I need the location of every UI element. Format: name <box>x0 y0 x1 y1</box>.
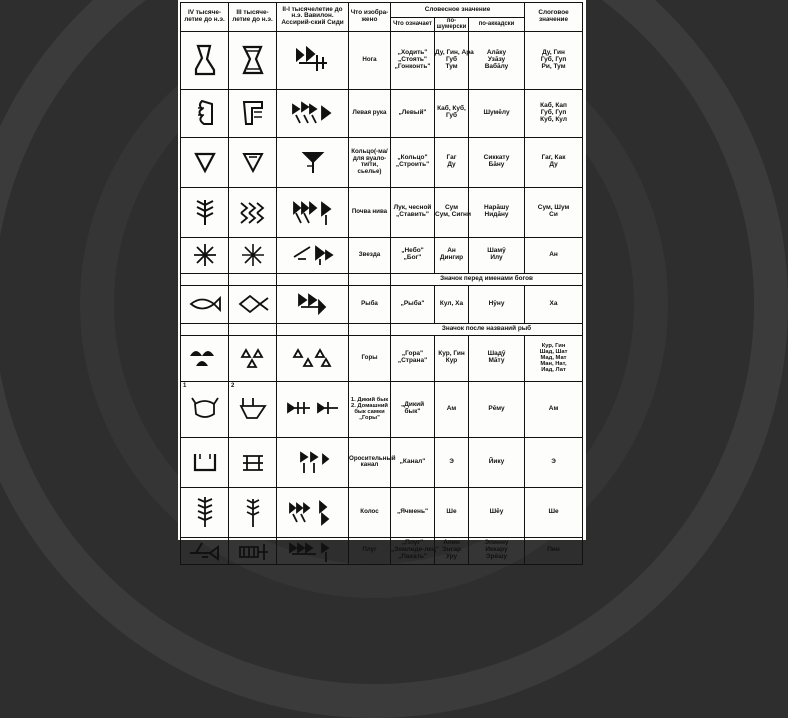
sumerian-cell: Гаг Ду <box>435 137 469 187</box>
akkadian-cell: Нарāшу Нидāну <box>469 187 525 237</box>
table-row <box>181 285 583 323</box>
sumerian-cell: Ан Дингир <box>435 237 469 273</box>
sumerian-cell: Э <box>435 437 469 487</box>
meaning-cell: „Рыба" <box>391 285 435 323</box>
sign-cuneiform <box>277 237 349 273</box>
sign-pictograph <box>181 187 229 237</box>
akkadian-cell: Нȳну <box>469 285 525 323</box>
sign-archaic <box>229 137 277 187</box>
header-depicted: Что изобра-жено <box>349 3 391 32</box>
depicted-label: 1. Дикий бык 2. Домашний бык самки „Горы" <box>349 381 391 437</box>
syllable-cell: Кур, Гин Шад, Шат Мад, Мат Ман, Нат, Иад, Лат <box>525 335 583 381</box>
sign-archaic <box>229 89 277 137</box>
syllable-cell: Ду, Гин Губ, Гуп Ри, Тум <box>525 31 583 89</box>
sign-archaic <box>229 437 277 487</box>
depicted-label: Оросительный канал <box>349 437 391 487</box>
header-akkadian: по-аккадски <box>469 18 525 32</box>
sign-cuneiform <box>277 89 349 137</box>
syllable-cell: Э <box>525 437 583 487</box>
sumerian-cell: Ше <box>435 487 469 537</box>
header-word-meaning: Словесное значение <box>391 3 525 18</box>
syllable-cell: Каб, Кап Губ, Гуп Куб, Кул <box>525 89 583 137</box>
depicted-label: Нога <box>349 31 391 89</box>
variant-number: 2 <box>231 382 235 389</box>
banner-determinative-fish: Значок после названий рыб <box>391 323 583 335</box>
akkadian-cell: Шамȳ Илу <box>469 237 525 273</box>
syllable-cell: Ха <box>525 285 583 323</box>
sumerian-cell: Ам <box>435 381 469 437</box>
sign-cuneiform <box>277 381 349 437</box>
sign-cuneiform <box>277 437 349 487</box>
header-syllable-meaning: Слоговое значение <box>525 3 583 32</box>
sign-archaic <box>229 335 277 381</box>
sumerian-cell: Ду, Гин, Ара Губ Тум <box>435 31 469 89</box>
table-row <box>181 89 583 137</box>
table-row <box>181 323 583 335</box>
sign-pictograph <box>181 381 229 437</box>
meaning-cell: „Канал" <box>391 437 435 487</box>
table-row <box>181 137 583 187</box>
depicted-label: Плуг <box>349 537 391 564</box>
sign-archaic <box>229 381 277 437</box>
table-row <box>181 31 583 89</box>
sign-pictograph <box>181 487 229 537</box>
sign-archaic <box>229 31 277 89</box>
meaning-cell: „Ходить" „Стоять" „Гонконть" <box>391 31 435 89</box>
sign-pictograph <box>181 285 229 323</box>
banner-determinative-gods: Значок перед именами богов <box>391 273 583 285</box>
table-row <box>181 437 583 487</box>
depicted-label: Рыба <box>349 285 391 323</box>
meaning-cell: „Небо" „Бог" <box>391 237 435 273</box>
sign-pictograph <box>181 31 229 89</box>
sumerian-cell: Сум Сум, Сигни <box>435 187 469 237</box>
syllable-cell: Ше <box>525 487 583 537</box>
akkadian-cell: Шумēлу <box>469 89 525 137</box>
header-what-it-means: Что означает <box>391 18 435 32</box>
cuneiform-evolution-table <box>180 2 583 565</box>
variant-number: 1 <box>183 382 187 389</box>
header-4th-millennium: IV тысяче-летие до н.э. <box>181 3 229 32</box>
syllable-cell: Ам <box>525 381 583 437</box>
table-row <box>181 487 583 537</box>
sign-pictograph <box>181 335 229 381</box>
header-sumerian: по-шумерски <box>435 18 469 32</box>
sign-archaic <box>229 537 277 564</box>
meaning-cell: „Ячмень" <box>391 487 435 537</box>
sign-cuneiform <box>277 31 349 89</box>
meaning-cell: Лук, чесной „Ставить" <box>391 187 435 237</box>
sign-pictograph <box>181 237 229 273</box>
depicted-label: Звезда <box>349 237 391 273</box>
table-row <box>181 335 583 381</box>
header-2nd-1st-millennium: II-I тысячелетие до н.э. Вавилон. Ассирий-ский Сиди <box>277 3 349 32</box>
sumerian-cell: Апин Энгар Уру <box>435 537 469 564</box>
akkadian-cell: Шадȳ Мāту <box>469 335 525 381</box>
sign-cuneiform <box>277 335 349 381</box>
sign-cuneiform <box>277 187 349 237</box>
sign-cuneiform <box>277 285 349 323</box>
meaning-cell: „Гора" „Страна" <box>391 335 435 381</box>
cuneiform-table-sheet <box>178 0 586 560</box>
sign-pictograph <box>181 537 229 564</box>
sign-cuneiform <box>277 137 349 187</box>
depicted-label: Кольцо(-ма/для вуало-ти/ти, сьелье) <box>349 137 391 187</box>
meaning-cell: „Кольцо" „Строить" <box>391 137 435 187</box>
sign-pictograph <box>181 137 229 187</box>
meaning-cell: „Левый" <box>391 89 435 137</box>
syllable-cell: Гаг, Как Ду <box>525 137 583 187</box>
sign-archaic <box>229 187 277 237</box>
table-row <box>181 187 583 237</box>
sumerian-cell: Кул, Ха <box>435 285 469 323</box>
sumerian-cell: Каб, Куб, Губ <box>435 89 469 137</box>
sign-cuneiform <box>277 487 349 537</box>
table-row <box>181 273 583 285</box>
akkadian-cell: Рēму <box>469 381 525 437</box>
table-row <box>181 237 583 273</box>
syllable-cell: Сум, Шум Си <box>525 187 583 237</box>
sumerian-cell: Кур, Гин Кур <box>435 335 469 381</box>
akkadian-cell: Шēу <box>469 487 525 537</box>
depicted-label: Горы <box>349 335 391 381</box>
table-row <box>181 381 583 437</box>
akkadian-cell: Йику <box>469 437 525 487</box>
akkadian-cell: Эпиннy Иккару Эрēшу <box>469 537 525 564</box>
sign-pictograph <box>181 89 229 137</box>
sign-archaic <box>229 487 277 537</box>
sign-archaic <box>229 285 277 323</box>
syllable-cell: Пин <box>525 537 583 564</box>
meaning-cell: „Плуг" „Земледе-лец" „Пахать" <box>391 537 435 564</box>
table-row <box>181 537 583 564</box>
akkadian-cell: Сиккату Бāну <box>469 137 525 187</box>
sign-archaic <box>229 237 277 273</box>
sign-pictograph <box>181 437 229 487</box>
syllable-cell: Ан <box>525 237 583 273</box>
depicted-label: Левая рука <box>349 89 391 137</box>
akkadian-cell: Алāку Узāзу Вабāлу <box>469 31 525 89</box>
meaning-cell: „Дикий бык" <box>391 381 435 437</box>
depicted-label: Колос <box>349 487 391 537</box>
header-3rd-millennium: III тысяче-летие до н.э. <box>229 3 277 32</box>
sign-cuneiform <box>277 537 349 564</box>
depicted-label: Почва нива <box>349 187 391 237</box>
